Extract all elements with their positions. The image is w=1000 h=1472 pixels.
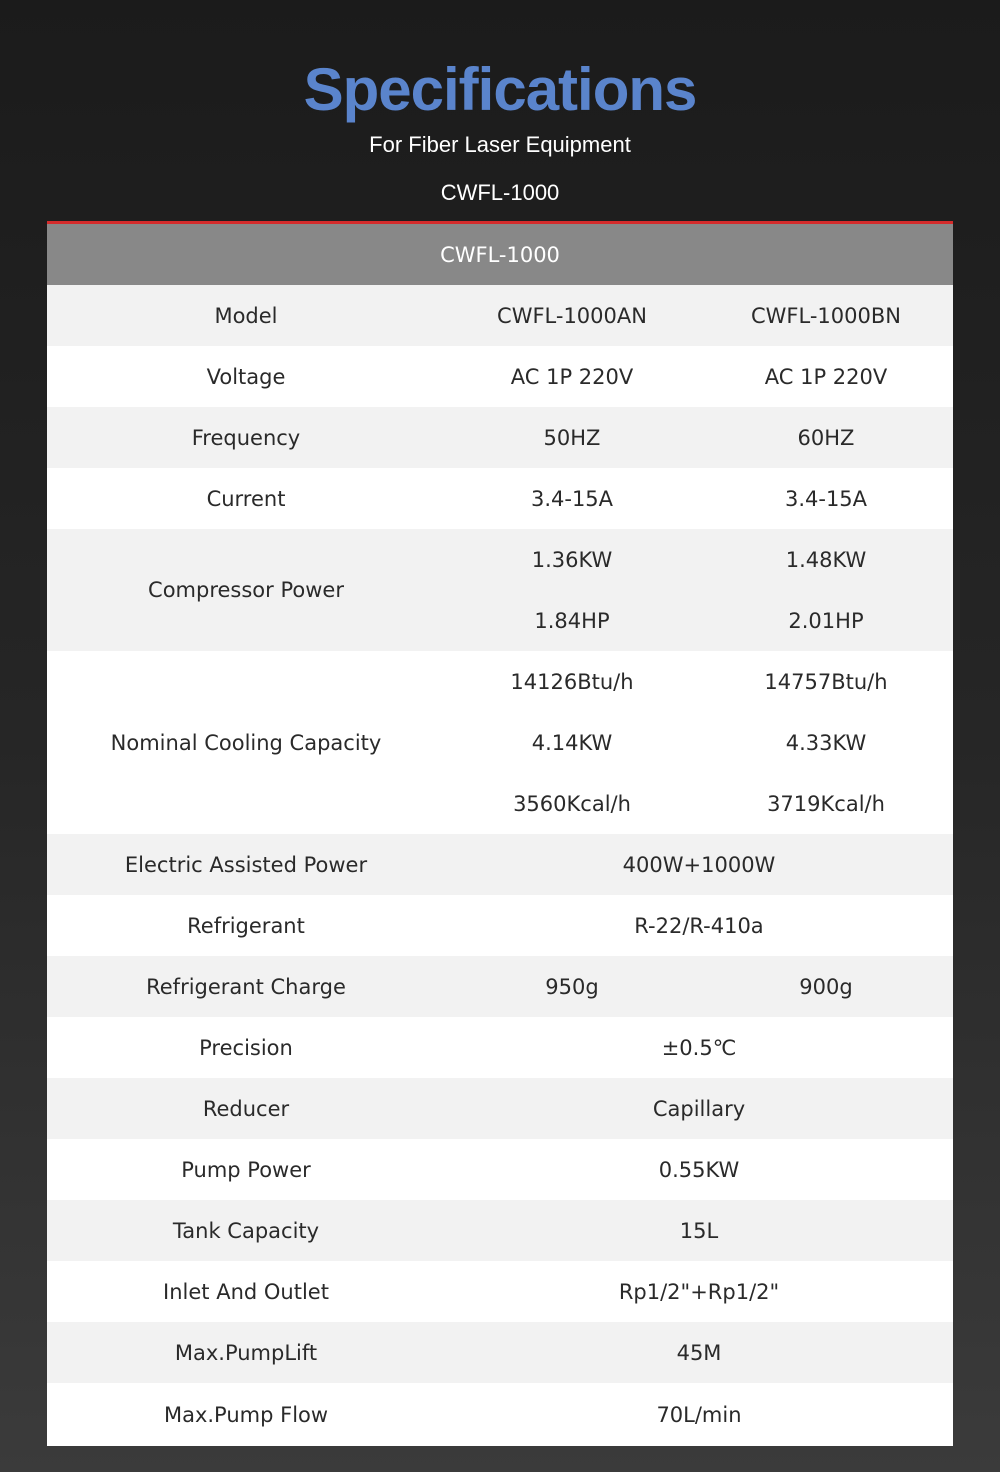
value-col-b [699,468,953,529]
value-col-b [699,529,953,651]
row-label: Refrigerant Charge [146,974,346,999]
table-row [47,285,953,346]
value-span: Rp1/2"+Rp1/2" [618,1279,780,1304]
row-label: Max.Pump Flow [163,1402,329,1427]
table-row [47,895,953,956]
table-row [47,1078,953,1139]
row-label: Tank Capacity [172,1218,320,1243]
table-row [47,651,953,834]
value-col-a [445,956,699,1017]
row-label: Pump Power [181,1157,311,1182]
row-label: Electric Assisted Power [124,852,368,877]
row-label: Compressor Power [148,578,344,602]
table-row [47,407,953,468]
value-span: Capillary [652,1096,746,1121]
value-cell: 1.48KW [785,547,867,572]
table-row [47,468,953,529]
value-span: 0.55KW [658,1157,740,1182]
model-name: CWFL-1000 [440,180,560,205]
value-span: ±0.5℃ [661,1035,737,1060]
value-cell: 3719Kcal/h [767,791,885,816]
value-span: 400W+1000W [622,852,776,877]
value-cell: 4.14KW [531,730,613,755]
value-cell: 3.4-15A [784,486,868,511]
value-cell: AC 1P 220V [764,364,888,389]
value-cell: 50HZ [543,425,601,450]
table-header: CWFL-1000 [47,224,953,285]
value-cell: 1.84HP [534,608,610,633]
table-row [47,956,953,1017]
table-row [47,1261,953,1322]
value-cell: 4.33KW [785,730,867,755]
value-span: R-22/R-410a [634,913,764,938]
value-cell: 3.4-15A [530,486,614,511]
table-row [47,1139,953,1200]
value-cell: 950g [545,974,599,999]
value-cell: 14757Btu/h [764,669,888,694]
spec-table [47,221,953,1446]
value-col-a [445,407,699,468]
value-cell: 3560Kcal/h [513,791,631,816]
value-col-a [445,285,699,346]
value-cell: 60HZ [797,425,855,450]
row-label: Max.PumpLift [174,1340,318,1365]
table-row [47,346,953,407]
table-row [47,1322,953,1383]
value-col-b [699,407,953,468]
row-label: Current [206,486,286,511]
table-row [47,834,953,895]
row-label: Model [214,303,278,328]
value-cell: 1.36KW [531,547,613,572]
value-span: 45M [676,1340,722,1365]
table-row [47,1200,953,1261]
value-col-a [445,468,699,529]
value-col-a [445,529,699,651]
row-label: Inlet And Outlet [163,1279,329,1304]
value-cell: 900g [799,974,853,999]
value-col-a [445,651,699,834]
value-span: 70L/min [656,1402,742,1427]
value-cell: CWFL-1000AN [497,303,647,328]
value-cell: 14126Btu/h [510,669,634,694]
table-row [47,529,953,651]
value-cell: CWFL-1000BN [751,303,901,328]
value-span: 15L [679,1218,719,1243]
row-label: Refrigerant [187,913,305,938]
value-col-b [699,285,953,346]
row-label: Reducer [202,1096,290,1121]
table-row [47,1383,953,1446]
row-label: Voltage [206,364,286,389]
value-col-b [699,651,953,834]
value-col-a [445,346,699,407]
row-label: Nominal Cooling Capacity [110,730,382,755]
row-label: Frequency [191,425,301,450]
page-title: Specifications [303,56,697,123]
value-cell: AC 1P 220V [510,364,634,389]
table-row [47,1017,953,1078]
value-cell: 2.01HP [788,608,864,633]
value-col-b [699,346,953,407]
row-label: Precision [199,1035,293,1060]
value-col-b [699,956,953,1017]
page-subtitle: For Fiber Laser Equipment [369,132,631,157]
